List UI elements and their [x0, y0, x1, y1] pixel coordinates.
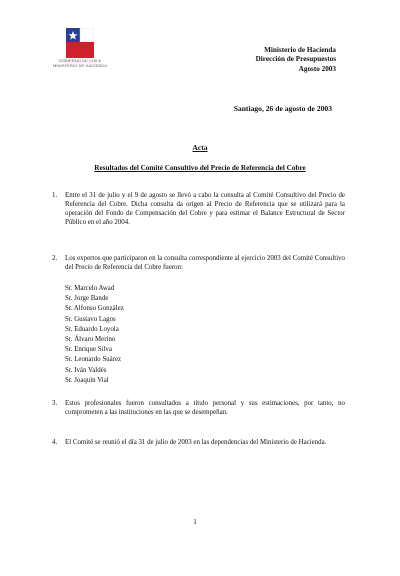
- header-direction: Dirección de Presupuestos: [255, 55, 336, 64]
- document-subtitle: Resultados del Comité Consultivo del Precio de Referencia del Cobre: [94, 164, 306, 172]
- list-item: Sr. Iván Valdés: [65, 366, 107, 374]
- list-item: Sr. Eduardo Loyola: [65, 325, 119, 333]
- list-item: Sr. Álvaro Merino: [65, 336, 116, 344]
- numbered-item-3: [52, 399, 345, 417]
- list-item: Sr. Joaquín Vial: [65, 376, 109, 384]
- list-item: Sr. Leonardo Suárez: [65, 356, 122, 364]
- list-item: Sr. Gustavo Lagos: [65, 315, 116, 323]
- item-text: Estos profesionales fueron consultados a título personal y sus estimaciones, por tanto, no comprometen a las instituciones en las que se desempeñan.: [65, 400, 345, 416]
- item-number: 3.: [52, 400, 58, 407]
- list-item: Sr. Alfonso González: [65, 305, 124, 313]
- numbered-item-4: [52, 438, 345, 447]
- chile-flag-logo-icon: [66, 28, 94, 58]
- document-title: Acta: [192, 143, 208, 152]
- numbered-item-1: [52, 191, 345, 227]
- item-number: 4.: [52, 439, 58, 446]
- list-item: Sr. Jorge Bande: [65, 295, 109, 303]
- header-ministry: Ministerio de Hacienda: [264, 46, 336, 54]
- logo-text-line1: GOBIERNO DE CHILE: [58, 58, 102, 63]
- experts-list: [65, 284, 124, 386]
- numbered-item-2: [52, 254, 345, 272]
- item-number: 1.: [52, 192, 58, 199]
- logo-text-line2: MINISTERIO DE HACIENDA: [53, 63, 107, 68]
- list-item: Sr. Enrique Silva: [65, 346, 112, 354]
- government-logo: [52, 28, 108, 68]
- item-text: El Comité se reunió el día 31 de julio de 2003 en las dependencias del Ministerio de Hacienda.: [65, 439, 327, 446]
- page-number: 1: [193, 518, 197, 526]
- item-text: Entre el 31 de julio y el 9 de agosto se llevó a cabo la consulta al Comité Consultivo del Precio de Referencia del Cobre. Dicha consulta da origen al Precio de Referencia que se utilizará para la operación del Fondo de Compensación del Cobre y para estimar el Balance Estructural de Sector Público en el año 2004.: [65, 192, 345, 226]
- item-text: Los expertos que participaron en la consulta correspondiente al ejercicio 2003 del Comité Consultivo del Precio de Referencia del Cobre fueron:: [65, 255, 345, 271]
- header-block: [256, 46, 336, 74]
- list-item: Sr. Marcelo Awad: [65, 285, 115, 292]
- header-date: Agosto 2003: [298, 64, 336, 73]
- date-line: Santiago, 26 de agosto de 2003: [233, 104, 332, 113]
- item-number: 2.: [52, 255, 58, 262]
